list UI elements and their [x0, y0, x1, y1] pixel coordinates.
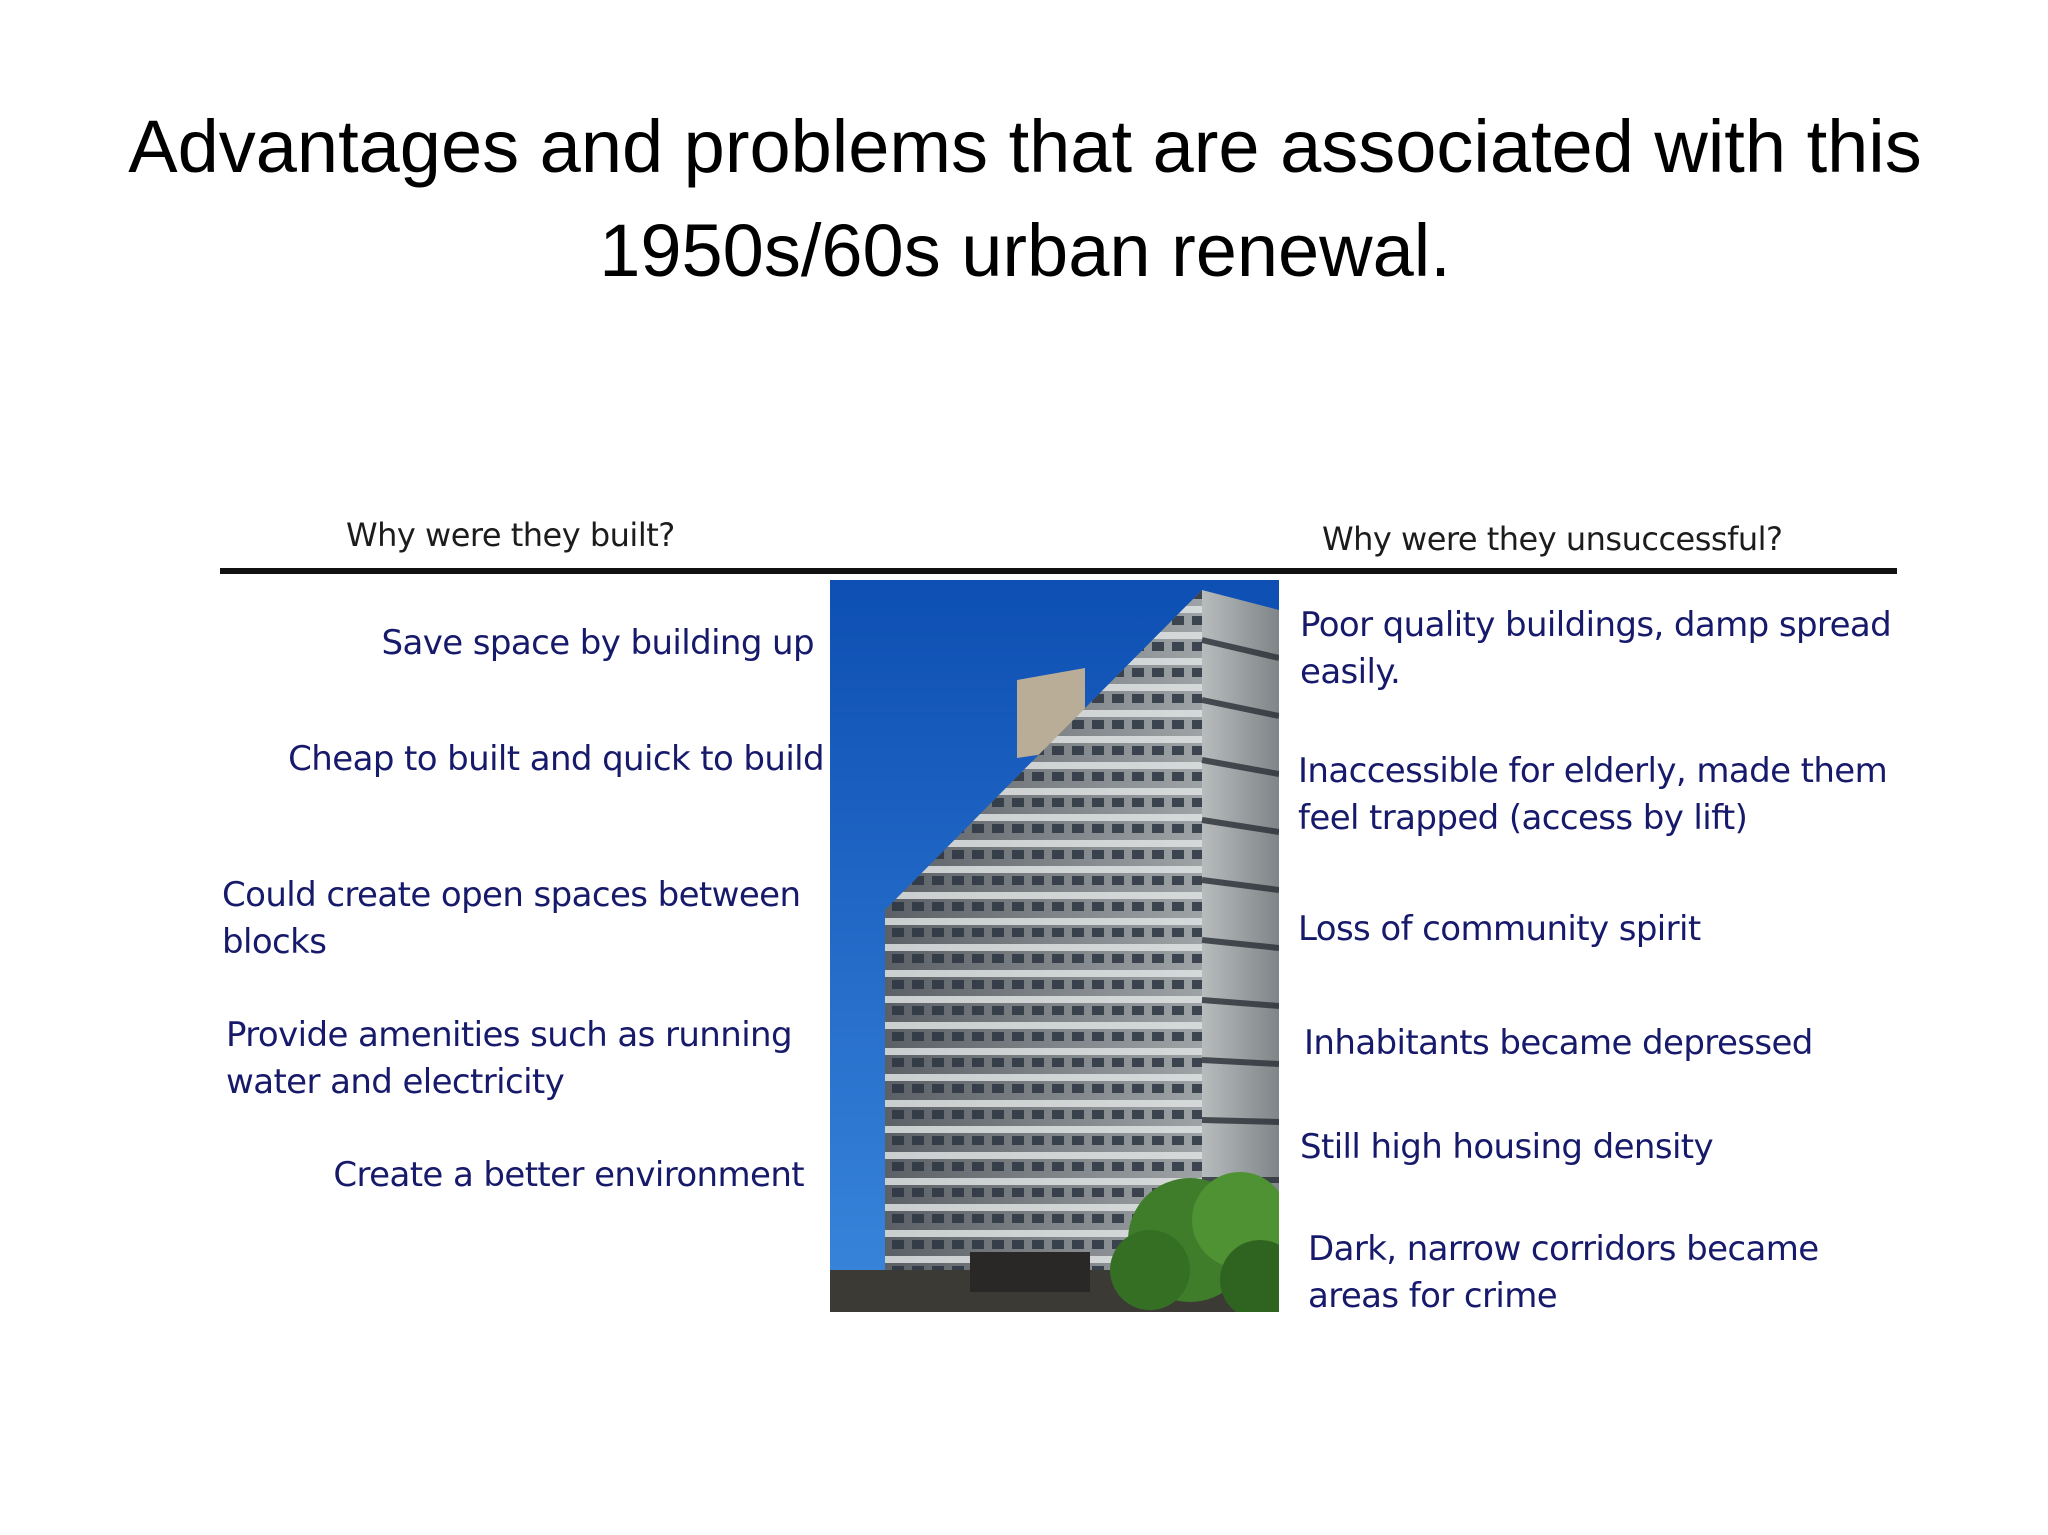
- problem-item: Loss of community spirit: [1298, 909, 1701, 949]
- advantage-item: Cheap to built and quick to build: [288, 739, 824, 779]
- problem-item: Dark, narrow corridors became areas for crime: [1308, 1229, 1819, 1316]
- problems-column-header: Why were they unsuccessful?: [1322, 520, 1783, 558]
- problem-item: Inhabitants became depressed: [1304, 1023, 1813, 1063]
- problem-item: Still high housing density: [1300, 1127, 1714, 1167]
- advantage-item: Could create open spaces between blocks: [222, 875, 801, 962]
- tower-block-photo: [830, 580, 1279, 1312]
- advantages-column-header: Why were they built?: [346, 516, 675, 554]
- advantage-item: Create a better environment: [333, 1155, 804, 1195]
- slide-title: Advantages and problems that are associated with this 1950s/60s urban renewal.: [128, 105, 1922, 292]
- problem-item: Inaccessible for elderly, made them feel trapped (access by lift): [1298, 751, 1888, 838]
- problem-item: Poor quality buildings, damp spread easily.: [1300, 605, 1892, 692]
- advantage-item: Save space by building up: [381, 623, 814, 663]
- advantage-item: Provide amenities such as running water and electricity: [226, 1015, 792, 1102]
- header-divider: [220, 568, 1897, 574]
